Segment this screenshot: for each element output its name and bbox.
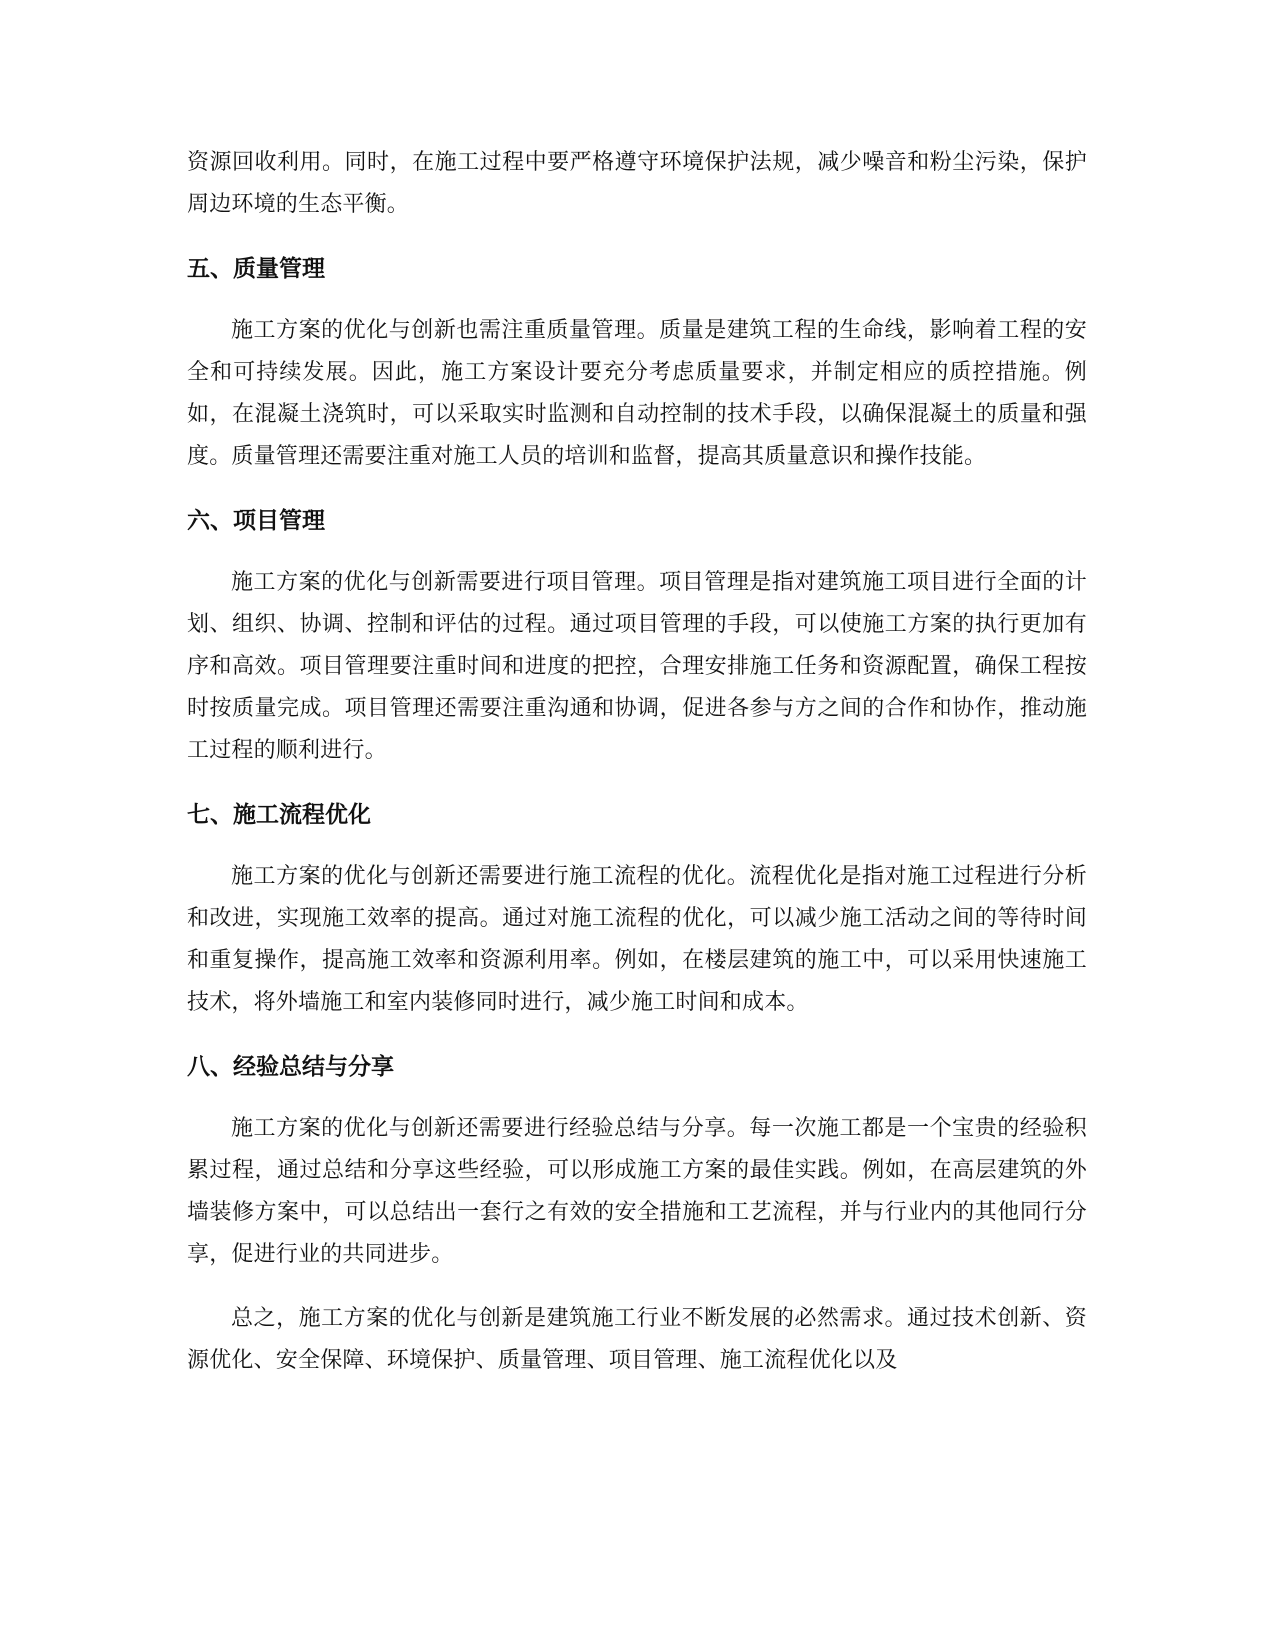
section-paragraph-experience: 施工方案的优化与创新还需要进行经验总结与分享。每一次施工都是一个宝贵的经验积累过程，通过总结和分享这些经验，可以形成施工方案的最佳实践。例如，在高层建筑的外墙装修方案中，可以总结出一套行之有效的安全措施和工艺流程，并与行业内的其他同行分享，促进行业的共同进步。	[187, 1116, 1087, 1267]
spacer	[187, 226, 1087, 248]
spacer	[187, 1024, 1087, 1046]
section-paragraph-process: 施工方案的优化与创新还需要进行施工流程的优化。流程优化是指对施工过程进行分析和改进，实现施工效率的提高。通过对施工流程的优化，可以减少施工活动之间的等待时间和重复操作，提高施工效率和资源利用率。例如，在楼层建筑的施工中，可以采用快速施工技术，将外墙施工和室内装修同时进行，减少施工时间和成本。	[187, 864, 1087, 1015]
spacer	[187, 1276, 1087, 1298]
spacer	[187, 542, 1087, 562]
closing-paragraph: 总之，施工方案的优化与创新是建筑施工行业不断发展的必然需求。通过技术创新、资源优化、安全保障、环境保护、质量管理、项目管理、施工流程优化以及	[187, 1306, 1087, 1373]
section-heading-experience: 八、经验总结与分享	[187, 1054, 394, 1080]
spacer	[187, 836, 1087, 856]
section-paragraph-quality: 施工方案的优化与创新也需注重质量管理。质量是建筑工程的生命线，影响着工程的安全和可持续发展。因此，施工方案设计要充分考虑质量要求，并制定相应的质控措施。例如，在混凝土浇筑时，可以采取实时监测和自动控制的技术手段，以确保混凝土的质量和强度。质量管理还需要注重对施工人员的培训和监督，提高其质量意识和操作技能。	[187, 318, 1087, 469]
document-body	[187, 142, 1087, 1382]
section-heading-project: 六、项目管理	[187, 508, 325, 534]
spacer	[187, 772, 1087, 794]
spacer	[187, 290, 1087, 310]
spacer	[187, 478, 1087, 500]
section-paragraph-project: 施工方案的优化与创新需要进行项目管理。项目管理是指对建筑施工项目进行全面的计划、组织、协调、控制和评估的过程。通过项目管理的手段，可以使施工方案的执行更加有序和高效。项目管理要注重时间和进度的把控，合理安排施工任务和资源配置，确保工程按时按质量完成。项目管理还需要注重沟通和协调，促进各参与方之间的合作和协作，推动施工过程的顺利进行。	[187, 570, 1087, 763]
spacer	[187, 1088, 1087, 1108]
section-heading-process: 七、施工流程优化	[187, 802, 371, 828]
section-heading-quality: 五、质量管理	[187, 256, 325, 282]
intro-paragraph: 资源回收利用。同时，在施工过程中要严格遵守环境保护法规，减少噪音和粉尘污染，保护周边环境的生态平衡。	[187, 150, 1087, 217]
